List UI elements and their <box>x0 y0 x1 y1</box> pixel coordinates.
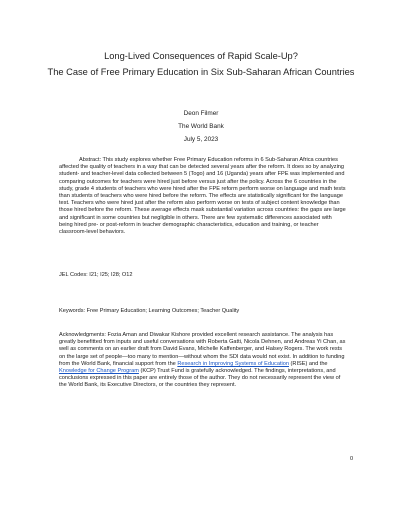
publication-date: July 5, 2023 <box>183 136 219 143</box>
keywords: Keywords: Free Primary Education; Learning Outcomes; Teacher Quality <box>59 308 240 314</box>
acknowledgments <box>59 332 349 390</box>
paper-title-line2: The Case of Free Primary Education in Six Sub-Saharan African Countries <box>47 67 355 77</box>
paper-title-line1: Long-Lived Consequences of Rapid Scale-Up? <box>104 51 298 61</box>
abstract-label: Abstract: <box>79 157 102 163</box>
ack-text-1: Acknowledgments: Fozia Aman and Diwakar Kishore provided excellent research assistance. The analysis has greatly benefitted from inputs and useful conversations with Roberta Gatti, Nicola Dehnen, and Andreas Yi Chan, as well as comments on an earlier draft from David Evans, Michelle Kaffenberger, and Halsey Rogers. The work rests on the large set of people—too many to mention—without whom the SDI data would not exist. In addition to funding from the World Bank, financial support from the <box>59 332 346 367</box>
jel-codes: JEL Codes: I21; I25; I28; O12 <box>59 272 133 278</box>
abstract-text: This study explores whether Free Primary Education reforms in 6 Sub-Saharan Africa countries affected the quality of teachers in a way that can be detected several years after the reform. It does so by analyzing student- and teacher-level data collected between 5 (Togo) and 16 (Uganda) years after FPE was implemented and comparing outcomes for teachers were hired just before versus just after the policy. Across the 6 countries in the study, grade 4 students of teachers who were hired after the FPE reform perform worse on language and math tests than students of teachers who were hired before the reform. The effects are statistically significant for the language test. Teachers who were hired just after the reform also perform worse on tests of subject content knowledge than those hired before the reform. These average effects mask substantial variation across countries: the gaps are large and significant in some countries but negligible in others. There are few systematic differences associated with being hired pre- or post-reform in teacher demographic characteristics, education and training, or teacher classroom-level behaviors. <box>59 157 346 236</box>
ack-text-2: (RISE) and the <box>288 360 328 367</box>
rise-link[interactable]: Research in Improving Systems of Education <box>177 360 289 367</box>
author-name: Deon Filmer <box>183 110 219 117</box>
page-number: 0 <box>350 456 354 462</box>
abstract <box>59 157 347 236</box>
ack-text-3: (KCP) Trust Fund is gratefully acknowledged. The findings, interpretations, and conclusions expressed in this paper are entirely those of the author. They do not necessarily represent the view of the World Bank, its Executive Directors, or the countries they represent. <box>59 368 341 389</box>
author-affiliation: The World Bank <box>178 123 224 130</box>
kcp-link[interactable]: Knowledge for Change Program <box>59 368 139 375</box>
